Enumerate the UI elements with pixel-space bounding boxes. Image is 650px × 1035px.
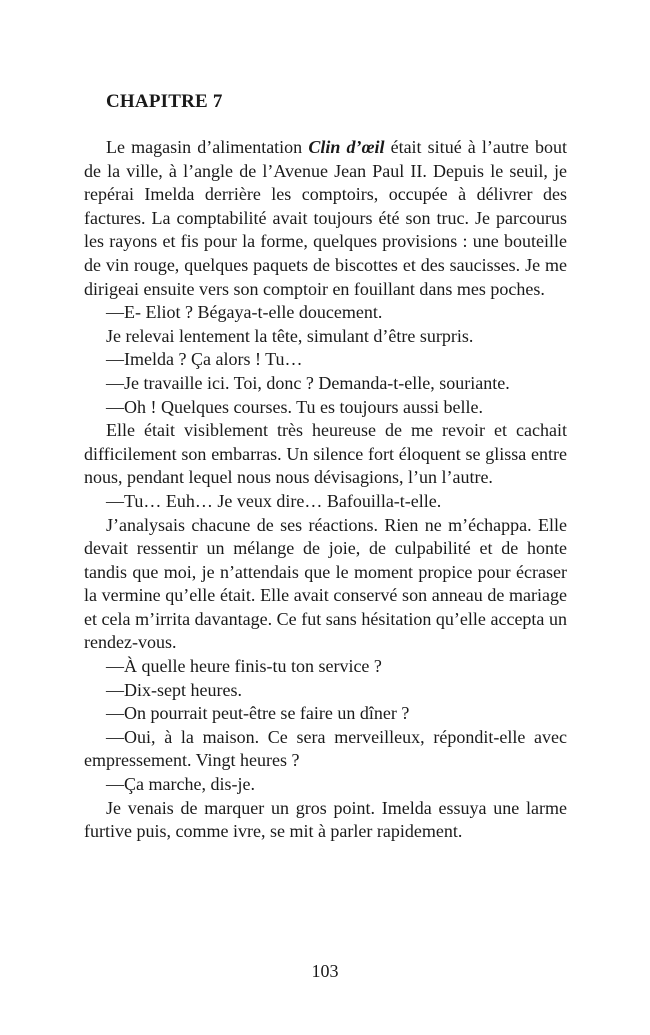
paragraph: Je relevai lentement la tête, simulant d’être surpris.	[106, 325, 474, 346]
store-name: Clin d’œil	[308, 137, 385, 157]
chapter-title: CHAPITRE 7	[106, 91, 223, 112]
dialogue-line: —Imelda ? Ça alors ! Tu…	[106, 349, 303, 370]
dialogue-line: —Dix-sept heures.	[106, 679, 242, 700]
paragraph-text: Le magasin d’alimentation	[106, 137, 309, 157]
dialogue-line: —Ça marche, dis-je.	[106, 774, 255, 795]
dialogue-line: —Tu… Euh… Je veux dire… Bafouilla-t-elle.	[106, 490, 442, 511]
dialogue-line: —À quelle heure finis-tu ton service ?	[106, 656, 382, 677]
paragraph: Je venais de marquer un gros point. Imelda essuya une larme furtive puis, comme ivre, se mit à parler rapidement.	[84, 797, 567, 842]
dialogue-line: —Oui, à la maison. Ce sera merveilleux, répondit-elle avec empressement. Vingt heures ?	[84, 726, 567, 771]
dialogue-line: —Oh ! Quelques courses. Tu es toujours aussi belle.	[106, 396, 483, 417]
paragraph: Elle était visiblement très heureuse de me revoir et cachait difficilement son embarras. Un silence fort éloquent se glissa entre nous, pendant lequel nous nous dévisagions, l’un l’autre.	[84, 420, 567, 488]
dialogue-line: —Je travaille ici. Toi, donc ? Demanda-t-elle, souriante.	[106, 372, 510, 393]
page-number: 103	[311, 961, 339, 981]
paragraph-text: était situé à l’autre bout de la ville, à l’angle de l’Avenue Jean Paul II. Depuis le seuil, je repérai Imelda derrière les comptoirs, occupée à délivrer des factures. La comptabilité avait toujours été son truc. Je parcourus les rayons et fis pour la forme, quelques provisions : une bouteille de vin rouge, quelques paquets de biscottes et des saucisses. Je me dirigeai ensuite vers son comptoir en fouillant dans mes poches.	[84, 137, 568, 299]
paragraph: J’analysais chacune de ses réactions. Rien ne m’échappa. Elle devait ressentir un mélange de joie, de culpabilité et de honte tandis que moi, je n’attendais que le moment propice pour écraser la vermine qu’elle était. Elle avait conservé son anneau de mariage et cela m’irrita davantage. Ce fut sans hésitation qu’elle accepta un rendez-vous.	[84, 514, 567, 653]
page-body	[84, 90, 567, 844]
dialogue-line: —E- Eliot ? Bégaya-t-elle doucement.	[106, 302, 383, 323]
paragraph	[84, 136, 567, 301]
dialogue-line: —On pourrait peut-être se faire un dîner ?	[106, 703, 410, 724]
